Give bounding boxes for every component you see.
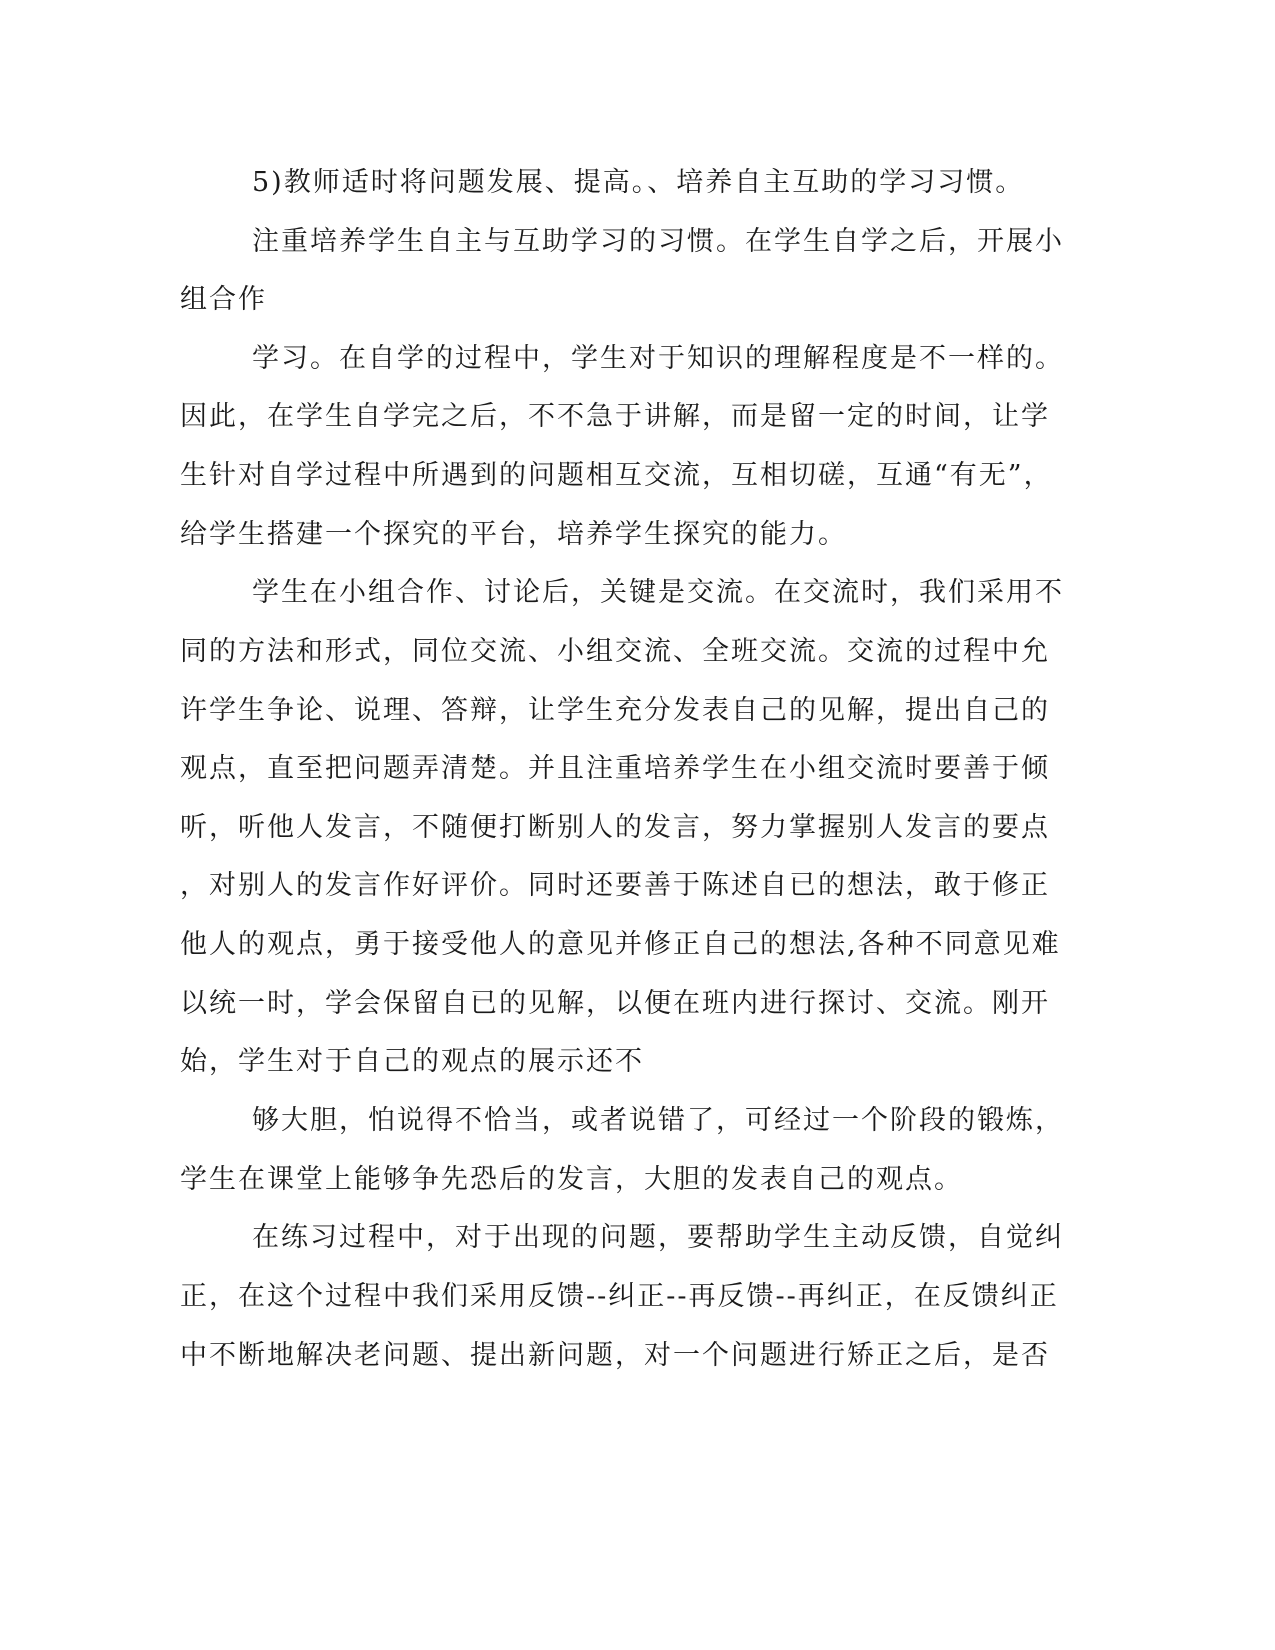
text-line: 生针对自学过程中所遇到的问题相互交流，互相切磋，互通“有无”， xyxy=(180,460,1053,491)
text-line: 学生在课堂上能够争先恐后的发言，大胆的发表自己的观点。 xyxy=(180,1164,963,1195)
text-line: 观点，直至把问题弄清楚。并且注重培养学生在小组交流时要善于倾 xyxy=(180,753,1050,784)
text-line: 学习。在自学的过程中，学生对于知识的理解程度是不一样的。 xyxy=(252,343,1064,374)
text-line: 组合作 xyxy=(180,284,267,315)
text-line: 中不断地解决老问题、提出新问题，对一个问题进行矫正之后，是否 xyxy=(180,1340,1050,1371)
text-line: 正，在这个过程中我们采用反馈--纠正--再反馈--再纠正，在反馈纠正 xyxy=(180,1281,1059,1312)
text-line: 在练习过程中，对于出现的问题，要帮助学生主动反馈，自觉纠 xyxy=(252,1222,1064,1253)
text-line: 因此，在学生自学完之后，不不急于讲解，而是留一定的时间，让学 xyxy=(180,401,1050,432)
text-line: 注重培养学生自主与互助学习的习惯。在学生自学之后，开展小 xyxy=(252,226,1064,257)
text-line: 听，听他人发言，不随便打断别人的发言，努力掌握别人发言的要点 xyxy=(180,812,1050,843)
text-line: 他人的观点，勇于接受他人的意见并修正自己的想法,各种不同意见难 xyxy=(180,929,1061,960)
text-line: 同的方法和形式，同位交流、小组交流、全班交流。交流的过程中允 xyxy=(180,636,1050,667)
text-line: 够大胆，怕说得不恰当，或者说错了，可经过一个阶段的锻炼， xyxy=(252,1105,1064,1136)
text-line: 始，学生对于自己的观点的展示还不 xyxy=(180,1046,644,1077)
text-line: 以统一时，学会保留自已的见解，以便在班内进行探讨、交流。刚开 xyxy=(180,988,1050,1019)
text-line: 学生在小组合作、讨论后，关键是交流。在交流时，我们采用不 xyxy=(252,577,1064,608)
text-line: 5)教师适时将问题发展、提高。、培养自主互助的学习习惯。 xyxy=(252,167,1025,198)
text-line: 许学生争论、说理、答辩，让学生充分发表自己的见解，提出自己的 xyxy=(180,695,1050,726)
text-line: 给学生搭建一个探究的平台，培养学生探究的能力。 xyxy=(180,519,847,550)
text-line: ，对别人的发言作好评价。同时还要善于陈述自已的想法，敢于修正 xyxy=(180,870,1050,901)
